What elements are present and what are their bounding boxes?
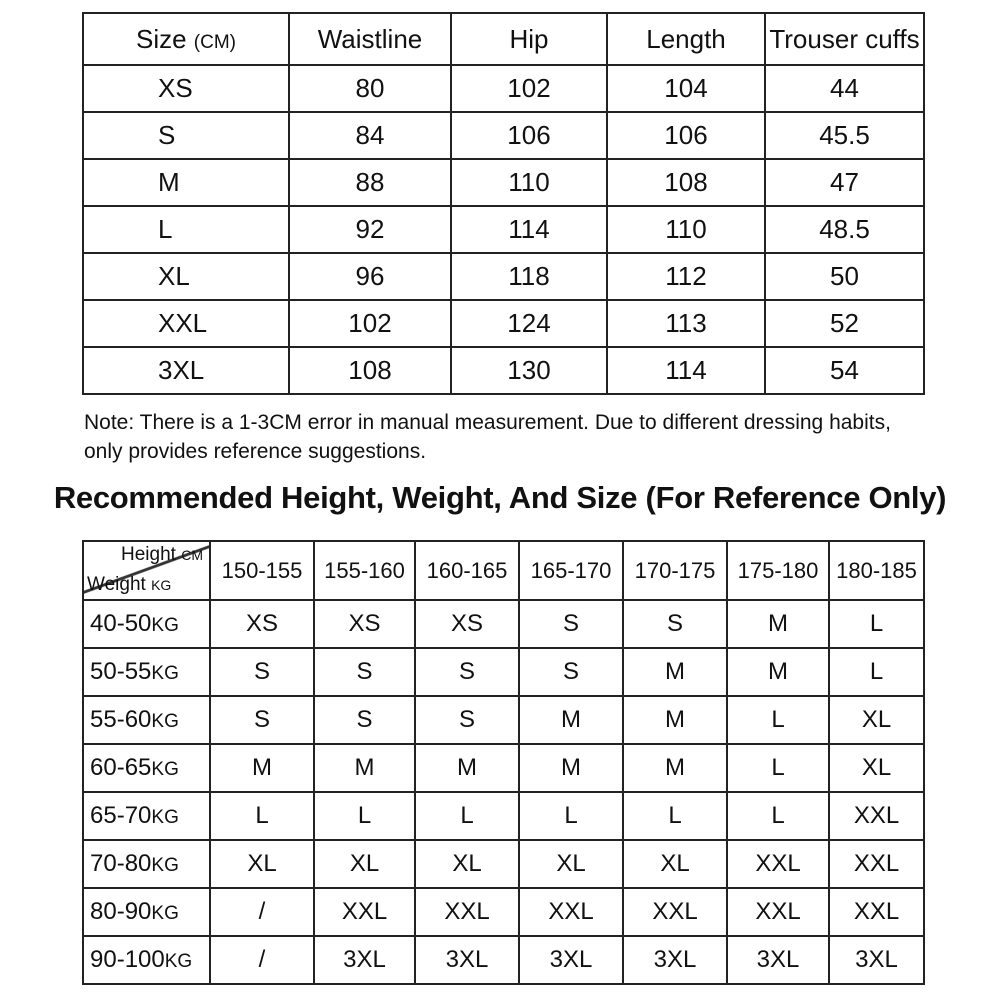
recommended-size-cell: XXL: [727, 840, 829, 888]
weight-range-value: 70-80: [90, 850, 152, 877]
recommended-size-cell: L: [519, 792, 623, 840]
recommended-size-cell: L: [829, 648, 924, 696]
note-line: Note: There is a 1-3CM error in manual measurement. Due to different dressing habits,: [84, 411, 891, 434]
measurement-cell: 84: [289, 112, 451, 159]
weight-unit: KG: [151, 903, 179, 924]
measurement-cell: 106: [607, 112, 765, 159]
recommended-size-cell: L: [829, 600, 924, 648]
recommended-size-cell: L: [727, 792, 829, 840]
measurement-cell: 88: [289, 159, 451, 206]
recommended-size-cell: S: [210, 648, 314, 696]
recommended-size-cell: S: [415, 648, 519, 696]
corner-height-text: Height: [121, 544, 176, 565]
weight-unit: KG: [151, 615, 179, 636]
recommended-size-cell: 3XL: [415, 936, 519, 984]
weight-row: [83, 840, 924, 888]
measurement-cell: 102: [451, 65, 607, 112]
height-range-header: 180-185: [829, 541, 924, 600]
recommended-size-cell: XXL: [829, 888, 924, 936]
recommended-size-cell: S: [210, 696, 314, 744]
weight-unit: KG: [151, 759, 179, 780]
size-chart-header-row: [83, 13, 924, 65]
recommended-size-cell: 3XL: [829, 936, 924, 984]
measurement-cell: 110: [607, 206, 765, 253]
size-chart-row: [83, 112, 924, 159]
size-label-cell: XS: [83, 65, 289, 112]
recommendation-body: [83, 541, 924, 984]
height-range-header: 160-165: [415, 541, 519, 600]
weight-unit: KG: [151, 807, 179, 828]
weight-unit: KG: [164, 951, 193, 972]
recommended-size-cell: XS: [314, 600, 415, 648]
measurement-cell: 130: [451, 347, 607, 394]
weight-unit: KG: [151, 855, 179, 876]
height-weight-corner-cell: [83, 541, 210, 600]
recommended-size-cell: M: [623, 648, 727, 696]
column-header: Trouser cuffs: [765, 13, 924, 65]
size-chart-row: [83, 65, 924, 112]
corner-weight-text: Weight: [87, 574, 146, 595]
weight-range-value: 50-55: [90, 658, 152, 685]
recommended-size-cell: /: [210, 888, 314, 936]
recommended-size-cell: 3XL: [519, 936, 623, 984]
recommended-size-cell: L: [623, 792, 727, 840]
weight-row: [83, 600, 924, 648]
measurement-cell: 80: [289, 65, 451, 112]
recommended-size-cell: L: [727, 744, 829, 792]
height-range-header: 170-175: [623, 541, 727, 600]
size-label-cell: S: [83, 112, 289, 159]
height-range-header: 175-180: [727, 541, 829, 600]
recommended-size-cell: S: [314, 648, 415, 696]
recommended-size-cell: L: [314, 792, 415, 840]
measurement-cell: 110: [451, 159, 607, 206]
weight-range-value: 80-90: [90, 898, 152, 925]
recommended-size-cell: XS: [415, 600, 519, 648]
recommended-size-cell: 3XL: [727, 936, 829, 984]
measurement-cell: 113: [607, 300, 765, 347]
measurement-cell: 47: [765, 159, 924, 206]
weight-range-cell: [83, 936, 210, 984]
recommended-size-cell: M: [210, 744, 314, 792]
recommended-size-cell: XXL: [829, 792, 924, 840]
recommended-size-cell: XL: [623, 840, 727, 888]
recommended-size-cell: M: [623, 744, 727, 792]
size-header-cell: [83, 13, 289, 65]
recommended-size-cell: M: [623, 696, 727, 744]
weight-range-cell: [83, 792, 210, 840]
size-chart-table: [82, 12, 925, 395]
recommended-size-cell: XL: [210, 840, 314, 888]
weight-row: [83, 648, 924, 696]
recommended-size-cell: M: [415, 744, 519, 792]
recommended-size-cell: M: [519, 744, 623, 792]
measurement-cell: 114: [451, 206, 607, 253]
size-label-cell: XL: [83, 253, 289, 300]
measurement-cell: 112: [607, 253, 765, 300]
measurement-cell: 52: [765, 300, 924, 347]
size-label-cell: L: [83, 206, 289, 253]
measurement-note: [84, 408, 934, 466]
weight-range-value: 55-60: [90, 706, 152, 733]
measurement-cell: 44: [765, 65, 924, 112]
weight-range-cell: [83, 744, 210, 792]
measurement-cell: 118: [451, 253, 607, 300]
recommended-size-cell: XL: [314, 840, 415, 888]
measurement-cell: 106: [451, 112, 607, 159]
recommended-size-cell: S: [415, 696, 519, 744]
corner-height-unit: CM: [181, 547, 203, 563]
recommended-size-cell: XS: [210, 600, 314, 648]
recommended-size-cell: S: [519, 600, 623, 648]
weight-row: [83, 888, 924, 936]
weight-row: [83, 744, 924, 792]
measurement-cell: 45.5: [765, 112, 924, 159]
recommended-size-cell: XXL: [314, 888, 415, 936]
recommended-size-cell: S: [314, 696, 415, 744]
weight-unit: KG: [151, 663, 179, 684]
recommended-size-cell: XL: [829, 696, 924, 744]
measurement-cell: 114: [607, 347, 765, 394]
recommended-size-cell: M: [314, 744, 415, 792]
column-header: Waistline: [289, 13, 451, 65]
column-header: Length: [607, 13, 765, 65]
size-label-cell: XXL: [83, 300, 289, 347]
recommended-size-cell: L: [210, 792, 314, 840]
height-range-header: 155-160: [314, 541, 415, 600]
measurement-cell: 54: [765, 347, 924, 394]
recommended-size-cell: XXL: [727, 888, 829, 936]
note-line: only provides reference suggestions.: [84, 440, 427, 463]
size-chart-row: [83, 347, 924, 394]
weight-range-value: 65-70: [90, 802, 152, 829]
weight-range-value: 40-50: [90, 610, 152, 637]
weight-row: [83, 936, 924, 984]
recommended-size-cell: XXL: [519, 888, 623, 936]
measurement-cell: 124: [451, 300, 607, 347]
size-chart-row: [83, 300, 924, 347]
measurement-cell: 92: [289, 206, 451, 253]
size-header-label: Size: [135, 23, 187, 54]
weight-row: [83, 696, 924, 744]
size-header-unit: (CM): [193, 31, 236, 53]
measurement-cell: 108: [289, 347, 451, 394]
recommended-size-cell: M: [727, 648, 829, 696]
size-chart-row: [83, 206, 924, 253]
weight-range-value: 90-100: [90, 946, 165, 973]
measurement-cell: 50: [765, 253, 924, 300]
recommended-size-cell: S: [519, 648, 623, 696]
recommended-size-cell: XXL: [829, 840, 924, 888]
weight-range-cell: [83, 888, 210, 936]
recommended-size-cell: M: [519, 696, 623, 744]
size-label-cell: 3XL: [83, 347, 289, 394]
recommendation-table: [82, 540, 925, 985]
corner-weight-unit: KG: [151, 577, 172, 593]
recommended-size-cell: XL: [519, 840, 623, 888]
weight-range-cell: [83, 840, 210, 888]
measurement-cell: 104: [607, 65, 765, 112]
measurement-cell: 102: [289, 300, 451, 347]
measurement-cell: 48.5: [765, 206, 924, 253]
weight-range-cell: [83, 696, 210, 744]
recommended-size-cell: XXL: [623, 888, 727, 936]
recommended-size-cell: 3XL: [314, 936, 415, 984]
measurement-cell: 108: [607, 159, 765, 206]
corner-height-label: [121, 544, 203, 566]
recommended-size-cell: S: [623, 600, 727, 648]
measurement-cell: 96: [289, 253, 451, 300]
size-chart-row: [83, 253, 924, 300]
recommendation-title: Recommended Height, Weight, And Size (For Reference Only): [53, 480, 947, 515]
weight-range-cell: [83, 600, 210, 648]
recommended-size-cell: M: [727, 600, 829, 648]
recommended-size-cell: /: [210, 936, 314, 984]
recommended-size-cell: L: [727, 696, 829, 744]
size-chart-row: [83, 159, 924, 206]
height-range-header: 165-170: [519, 541, 623, 600]
height-range-header: 150-155: [210, 541, 314, 600]
weight-range-cell: [83, 648, 210, 696]
column-header: Hip: [451, 13, 607, 65]
weight-row: [83, 792, 924, 840]
recommended-size-cell: 3XL: [623, 936, 727, 984]
corner-weight-label: [87, 574, 171, 596]
size-chart-body: [83, 13, 924, 394]
recommended-size-cell: L: [415, 792, 519, 840]
recommended-size-cell: XL: [415, 840, 519, 888]
recommendation-header-row: [83, 541, 924, 600]
recommended-size-cell: XXL: [415, 888, 519, 936]
size-label-cell: M: [83, 159, 289, 206]
weight-range-value: 60-65: [90, 754, 152, 781]
weight-unit: KG: [151, 711, 179, 732]
recommended-size-cell: XL: [829, 744, 924, 792]
